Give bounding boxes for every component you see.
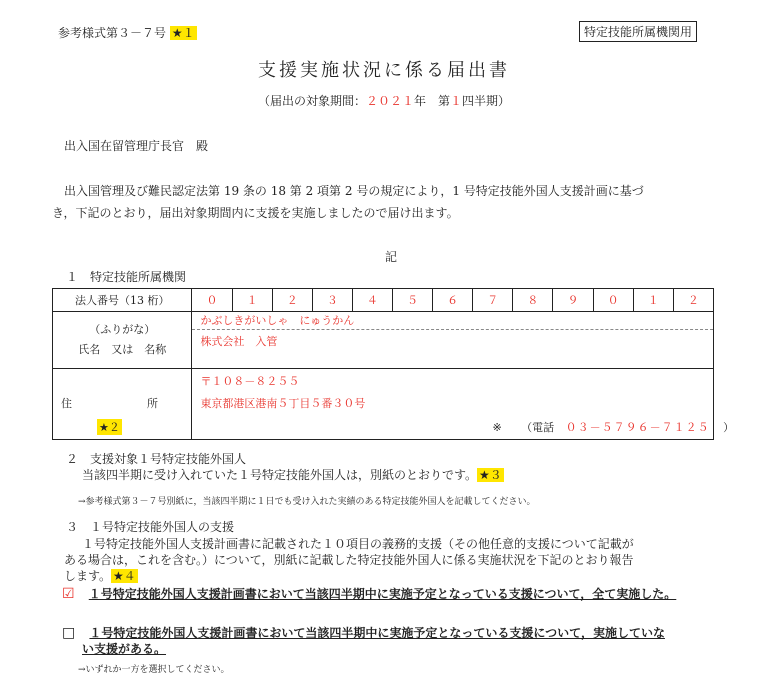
option-not-implemented-line-2: い支援がある。 <box>82 642 167 656</box>
postal-code: 〒１０８－８２５５ <box>200 375 300 388</box>
corp-digit: ５ <box>392 289 432 312</box>
star-marker-1: ★１ <box>171 26 195 40</box>
option-not-implemented[interactable] <box>62 624 665 641</box>
furigana-label: （ふりがな） <box>89 323 156 336</box>
section3-heading: ３ １号特定技能外国人の支援 <box>66 520 235 534</box>
section3-line-2: ある場合は，これを含む。）について，別紙に記載した特定技能外国人に係る実施状況を下記のとおり報告 <box>64 553 634 567</box>
intro-line-2: き，下記のとおり，届出対象期間内に支援を実施しましたので届け出ます。 <box>52 206 459 220</box>
phone-close: ） <box>723 421 735 434</box>
star-marker-2: ★２ <box>99 421 120 434</box>
corp-digit: ０ <box>593 289 633 312</box>
phone-number: ０３－５７９６－７１２５ <box>565 421 710 434</box>
checked-box-icon[interactable]: ☑ <box>62 586 75 602</box>
section3-note: →いずれか一方を選択してください。 <box>78 665 230 675</box>
star-marker-4: ★４ <box>113 569 136 583</box>
section2-note: →参考様式第３－７号別紙に，当該四半期に１日でも受け入れた実績のある特定技能外国人を記載してください。 <box>78 497 536 507</box>
address-row <box>53 369 714 440</box>
ki-marker: 記 <box>385 250 398 264</box>
category-box: 特定技能所属機関用 <box>579 21 697 42</box>
corp-digit: ７ <box>473 289 513 312</box>
furigana-value: かぶしきがいしゃ にゅうかん <box>192 312 713 330</box>
address-value-cell <box>192 369 735 440</box>
reporting-period: （届出の対象期間：２０２１年 第１四半期） <box>257 94 511 108</box>
address-label-cell <box>53 369 192 440</box>
phone-mark: ※ <box>492 421 502 434</box>
corp-digit: １ <box>633 289 673 312</box>
corp-number-label: 法人番号（13 桁） <box>53 289 192 312</box>
name-label-cell <box>53 312 192 369</box>
page-title: 支援実施状況に係る届出書 <box>258 60 510 81</box>
address-label-left: 住 <box>61 397 72 410</box>
corp-digit: １ <box>232 289 272 312</box>
corp-digit: ２ <box>673 289 713 312</box>
form-number: 参考様式第３－７号 ★１ <box>58 26 195 40</box>
section2-heading: ２ 支援対象１号特定技能外国人 <box>66 452 247 466</box>
corp-digit: ３ <box>312 289 352 312</box>
star-marker-3: ★３ <box>479 468 502 482</box>
section1-heading: １ 特定技能所属機関 <box>66 270 187 284</box>
name-label: 氏名 又は 名称 <box>78 343 167 356</box>
name-value-cell <box>192 312 714 369</box>
name-row <box>53 312 714 369</box>
section3-line-1: １号特定技能外国人支援計画書に記載された１０項目の義務的支援（その他任意的支援について記載が <box>82 537 634 551</box>
section2-text: 当該四半期に受け入れていた１号特定技能外国人は，別紙のとおりです。 ★３ <box>82 468 502 482</box>
registration-table <box>52 288 735 440</box>
corp-digit: ２ <box>272 289 312 312</box>
corp-digit: ９ <box>553 289 593 312</box>
corp-digit: ８ <box>513 289 553 312</box>
corp-digit: ４ <box>352 289 392 312</box>
addressee: 出入国在留管理庁長官 殿 <box>64 139 209 153</box>
section3-line-3: します。 ★４ <box>64 569 136 583</box>
phone-label: （電話 <box>521 421 555 434</box>
address-label-right: 所 <box>147 397 158 410</box>
unchecked-box-icon[interactable]: □ <box>62 625 76 641</box>
address-value: 東京都港区港南５丁目５番３０号 <box>200 397 366 410</box>
intro-line-1: 出入国管理及び難民認定法第 19 条の 18 第 2 項第 2 号の規定により，1 号特定技能外国人支援計画に基づ <box>64 184 644 198</box>
option-all-implemented[interactable] <box>62 585 676 602</box>
corp-digit: ０ <box>192 289 232 312</box>
corp-number-row <box>53 289 714 312</box>
name-value: 株式会社 入管 <box>200 335 278 348</box>
corp-digit: ６ <box>433 289 473 312</box>
option-all-implemented-text: １号特定技能外国人支援計画書において当該四半期中に実施予定となっている支援について，全て実施した。 <box>88 587 677 601</box>
option-not-implemented-line-1: １号特定技能外国人支援計画書において当該四半期中に実施予定となっている支援について，実施していな <box>89 626 665 640</box>
phone <box>492 419 734 435</box>
